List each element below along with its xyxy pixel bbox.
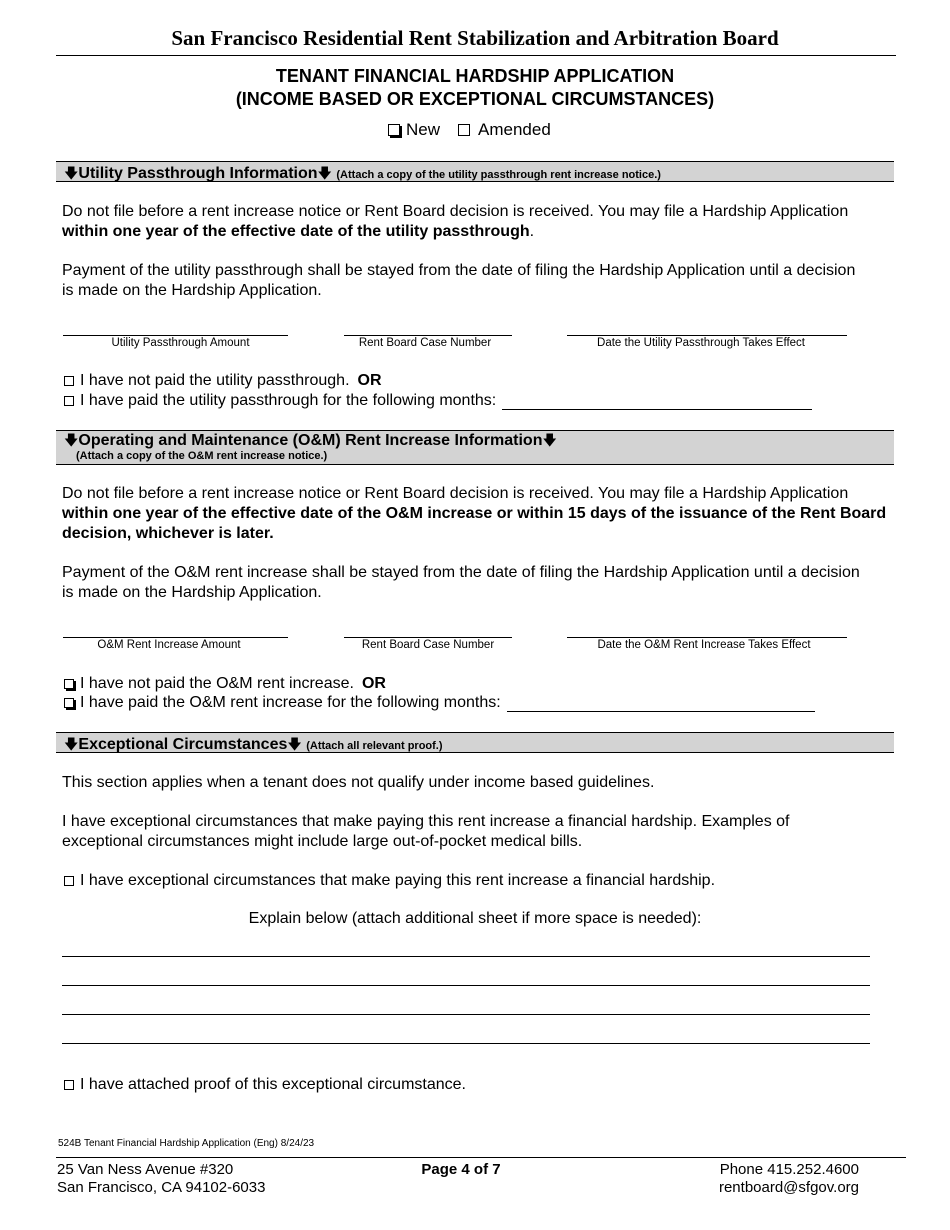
exceptional-heading: Exceptional Circumstances: [78, 736, 288, 753]
down-arrow-icon: 🡇: [317, 165, 332, 181]
utility-paid-checkbox[interactable]: [64, 396, 74, 406]
down-arrow-icon: 🡇: [542, 432, 557, 448]
om-note: (Attach a copy of the O&M rent increase notice.): [76, 450, 328, 462]
utility-case-line[interactable]: [344, 335, 512, 336]
form-id: 524B Tenant Financial Hardship Application (Eng) 8/24/23: [58, 1138, 315, 1149]
or-label: OR: [361, 675, 386, 692]
utility-para1-end: .: [529, 223, 535, 240]
address-line-2: San Francisco, CA 94102-6033: [57, 1179, 266, 1196]
form-subtitle: (INCOME BASED OR EXCEPTIONAL CIRCUMSTANCES): [235, 89, 715, 109]
exceptional-claim-checkbox[interactable]: [64, 876, 74, 886]
utility-paid-row: [64, 391, 812, 411]
explanation-line-3[interactable]: [62, 1014, 870, 1015]
email-address[interactable]: rentboard@sfgov.org: [718, 1179, 859, 1196]
om-section-header: [56, 430, 894, 465]
om-paid-checkbox[interactable]: [64, 698, 74, 708]
om-case-label: Rent Board Case Number: [361, 639, 495, 651]
explain-instruction: Explain below (attach additional sheet if more space is needed):: [248, 910, 702, 927]
utility-heading: Utility Passthrough Information: [78, 165, 318, 182]
utility-paragraph-1: [62, 202, 892, 242]
exceptional-note: (Attach all relevant proof.): [306, 740, 443, 752]
om-paid-label: I have paid the O&M rent increase for the following months:: [80, 694, 501, 711]
exceptional-paragraph-1: This section applies when a tenant does not qualify under income based guidelines.: [62, 774, 655, 791]
organization-name: San Francisco Residential Rent Stabilization and Arbitration Board: [171, 26, 779, 50]
om-paragraph-2: Payment of the O&M rent increase shall be stayed from the date of filing the Hardship Application until a decision is made on the Hardship Application.: [62, 564, 860, 601]
amended-label: Amended: [478, 120, 551, 139]
utility-not-paid-checkbox[interactable]: [64, 376, 74, 386]
om-not-paid-label: I have not paid the O&M rent increase.: [80, 675, 354, 692]
utility-date-line[interactable]: [567, 335, 847, 336]
proof-attached-row: [64, 1075, 466, 1095]
footer-rule: [56, 1157, 906, 1158]
down-arrow-icon: 🡇: [64, 432, 79, 448]
utility-date-label: Date the Utility Passthrough Takes Effect: [597, 337, 805, 349]
utility-not-paid-label: I have not paid the utility passthrough.: [80, 372, 350, 389]
address-line-1: 25 Van Ness Avenue #320: [57, 1161, 234, 1178]
header-rule: [56, 55, 896, 56]
om-months-field[interactable]: [507, 695, 815, 712]
exceptional-paragraph-2: I have exceptional circumstances that make paying this rent increase a financial hardship. Examples of exceptional circumstances might include large out-of-pocket medical bills.: [62, 813, 790, 850]
om-para1-bold: within one year of the effective date of the O&M increase or within 15 days of the issuance of the Rent Board decision, whichever is later.: [62, 505, 887, 542]
om-paragraph-1: [62, 484, 890, 544]
explanation-line-4[interactable]: [62, 1043, 870, 1044]
utility-months-field[interactable]: [502, 393, 812, 410]
utility-paragraph-2: Payment of the utility passthrough shall be stayed from the date of filing the Hardship Application until a decision is made on the Hardship Application.: [62, 262, 856, 299]
explanation-line-2[interactable]: [62, 985, 870, 986]
down-arrow-icon: 🡇: [64, 165, 79, 181]
om-date-line[interactable]: [567, 637, 847, 638]
utility-note: (Attach a copy of the utility passthrough rent increase notice.): [336, 169, 661, 181]
utility-para1-bold: within one year of the effective date of the utility passthrough: [62, 223, 530, 240]
utility-amount-label: Utility Passthrough Amount: [111, 337, 250, 349]
om-not-paid-row: [64, 674, 386, 694]
down-arrow-icon: 🡇: [64, 736, 79, 752]
amended-checkbox[interactable]: [458, 124, 470, 136]
om-heading: Operating and Maintenance (O&M) Rent Increase Information: [78, 432, 543, 449]
explanation-line-1[interactable]: [62, 956, 870, 957]
application-type: [388, 120, 551, 140]
utility-amount-line[interactable]: [63, 335, 288, 336]
om-not-paid-checkbox[interactable]: [64, 679, 74, 689]
page-number: Page 4 of 7: [421, 1161, 501, 1178]
om-amount-label: O&M Rent Increase Amount: [97, 639, 241, 651]
proof-attached-label: I have attached proof of this exceptional circumstance.: [80, 1076, 466, 1093]
exceptional-claim-row: [64, 871, 715, 891]
om-date-label: Date the O&M Rent Increase Takes Effect: [597, 639, 811, 651]
om-amount-line[interactable]: [63, 637, 288, 638]
phone-number: Phone 415.252.4600: [719, 1161, 859, 1178]
new-checkbox[interactable]: [388, 124, 400, 136]
utility-para1-text: Do not file before a rent increase notice or Rent Board decision is received. You may file a Hardship Application: [62, 203, 849, 220]
utility-case-label: Rent Board Case Number: [358, 337, 492, 349]
exceptional-claim-label: I have exceptional circumstances that make paying this rent increase a financial hardship.: [80, 872, 716, 889]
om-case-line[interactable]: [344, 637, 512, 638]
proof-attached-checkbox[interactable]: [64, 1080, 74, 1090]
down-arrow-icon: 🡇: [287, 736, 302, 752]
exceptional-section-header: [56, 732, 894, 753]
or-label: OR: [357, 372, 382, 389]
om-paid-row: [64, 693, 815, 713]
new-label: New: [406, 120, 441, 139]
footer-contact: [719, 1161, 859, 1197]
utility-not-paid-row: [64, 371, 382, 391]
form-title: TENANT FINANCIAL HARDSHIP APPLICATION: [275, 66, 675, 86]
utility-paid-label: I have paid the utility passthrough for the following months:: [80, 392, 497, 409]
om-para1-text: Do not file before a rent increase notice or Rent Board decision is received. You may file a Hardship Application: [62, 485, 849, 502]
utility-section-header: [56, 161, 894, 182]
